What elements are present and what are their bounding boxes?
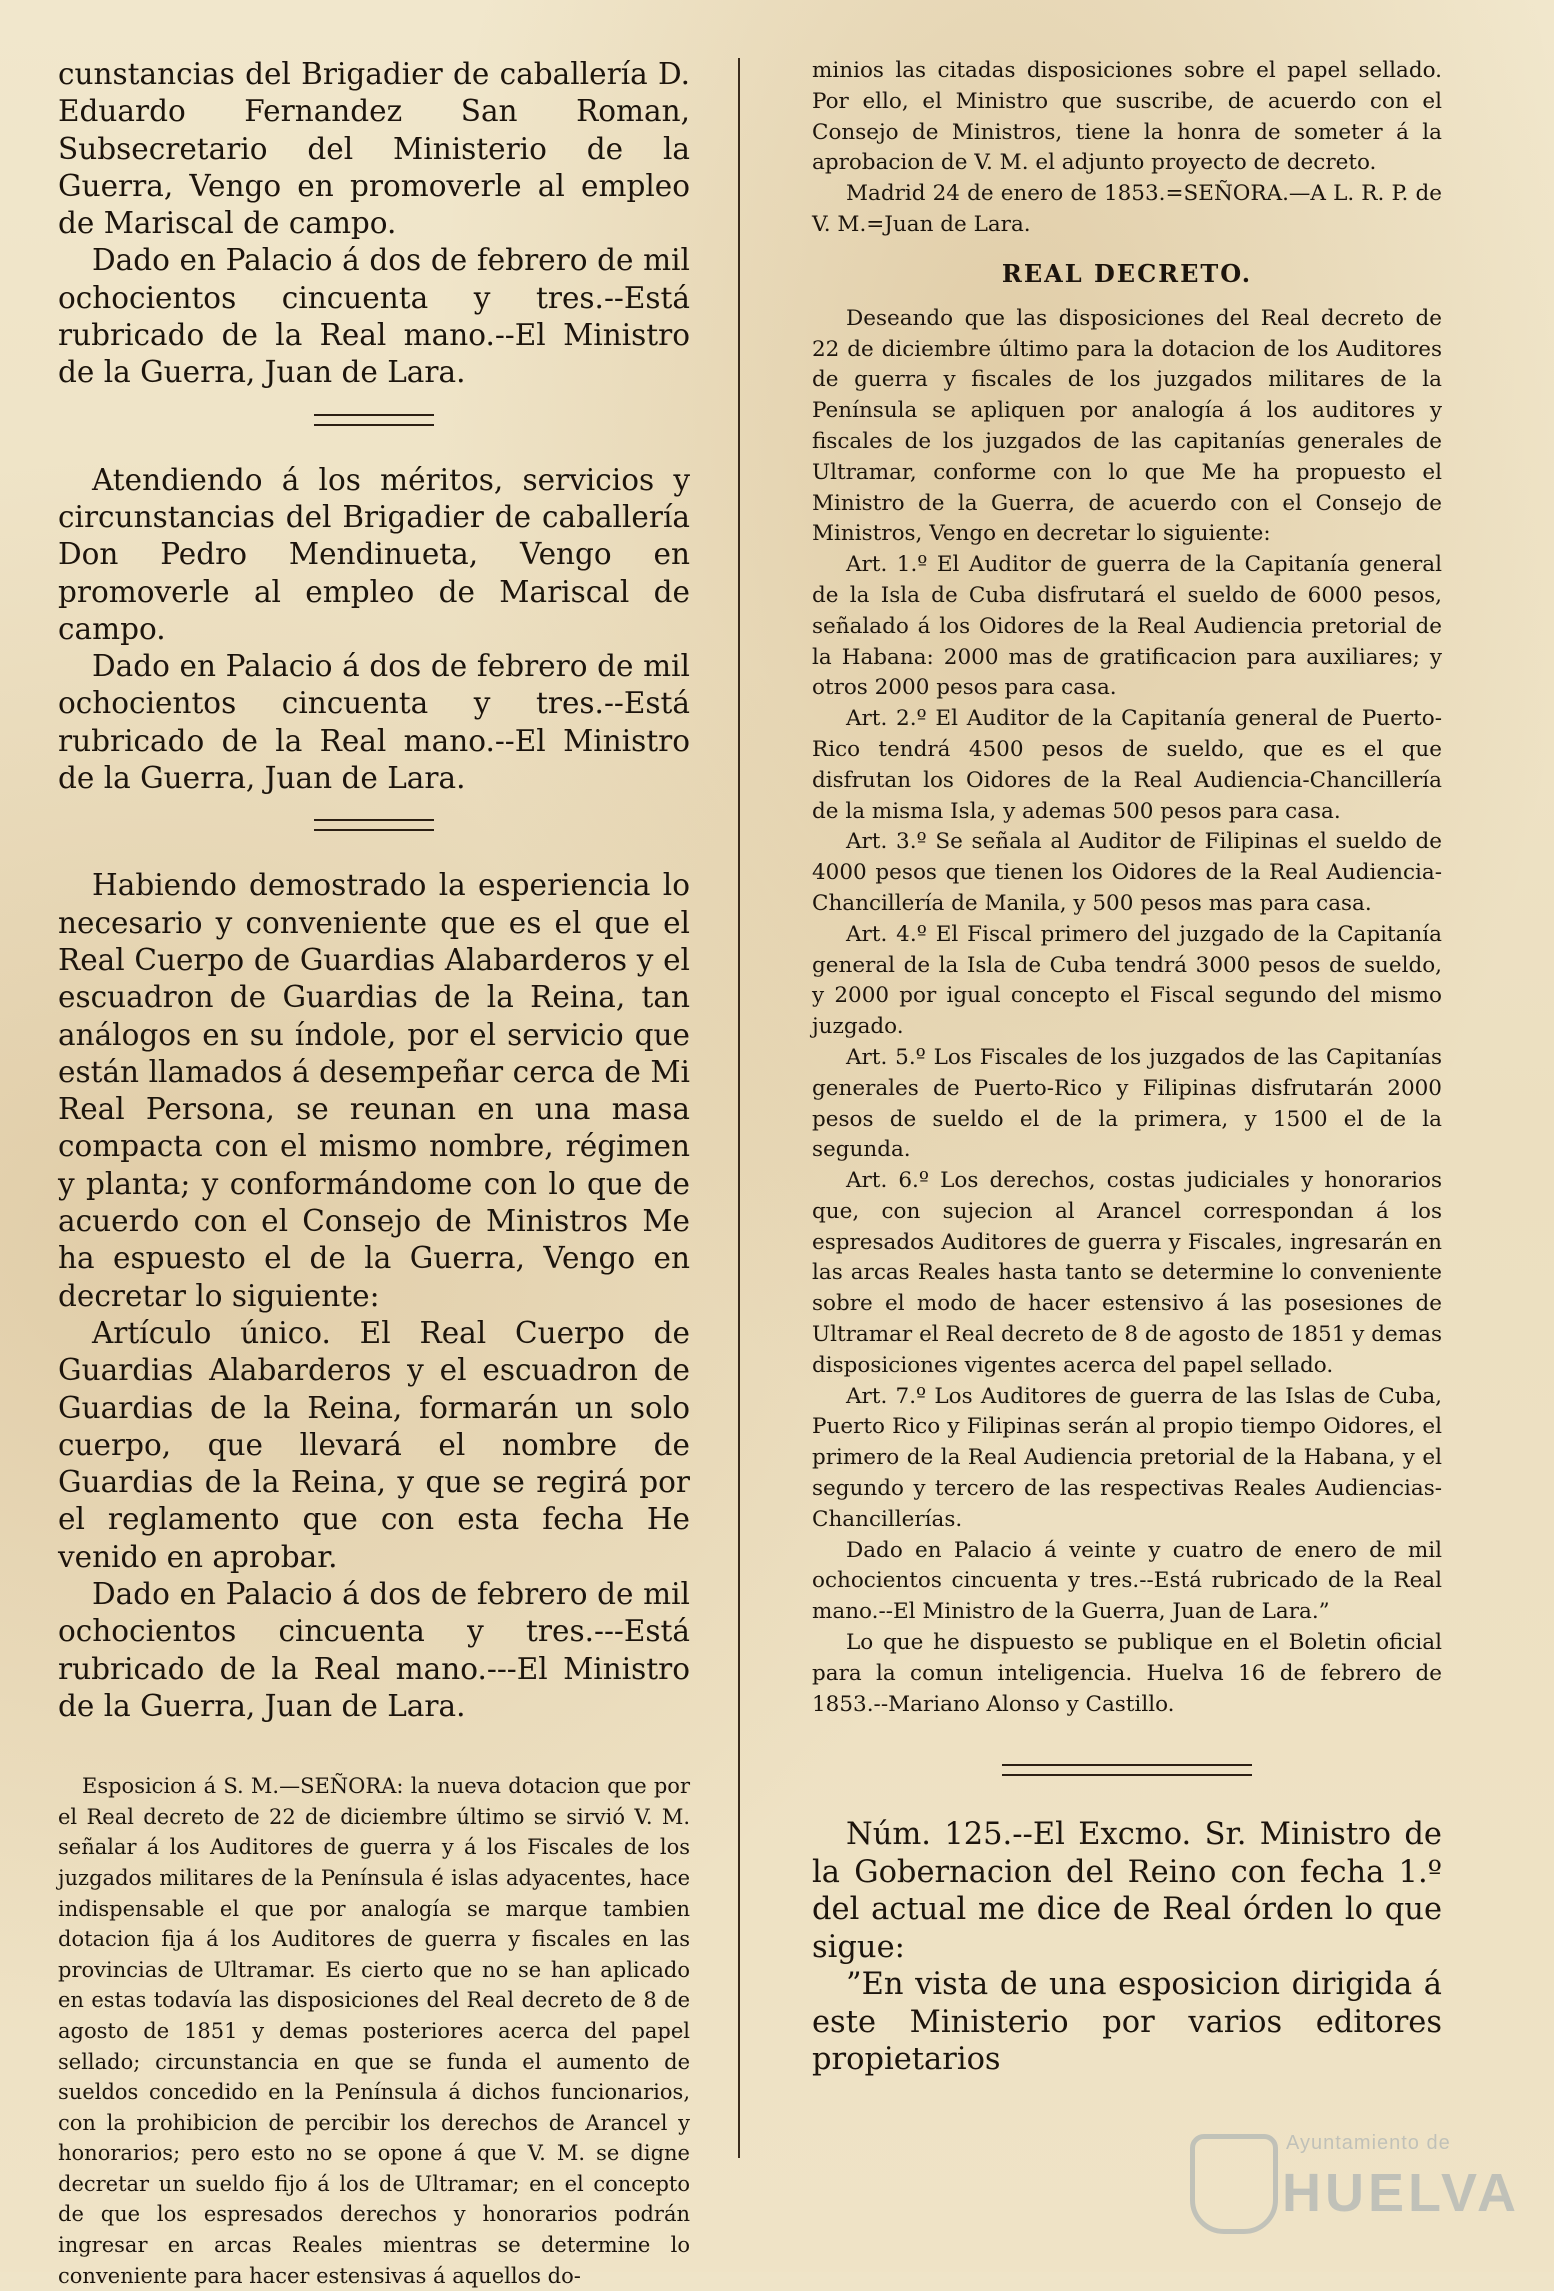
right-column — [812, 56, 1442, 2252]
decree-guardias — [58, 867, 690, 1725]
paragraph: Núm. 125.--El Excmo. Sr. Ministro de la Gobernacion del Reino con fecha 1.º del actual me dice de Real órden lo que sigue: — [812, 1817, 1442, 1965]
article: Art. 6.º Los derechos, costas judiciales y honorarios que, con sujecion al Arancel correspondan á los espresados Auditores de guerra y Fiscales, ingresarán en las arcas Reales hasta tanto se determine lo conveniente sobre el modo de hacer estensivo á las posesiones de Ultramar el Real decreto de 8 de agosto de 1851 y demas disposiciones vigentes acerca del papel sellado. — [812, 1168, 1442, 1378]
paragraph: minios las citadas disposiciones sobre el papel sellado. Por ello, el Ministro que suscribe, de acuerdo con el Consejo de Ministros, tiene la honra de someter á la aprobacion de V. M. el adjunto proyecto de decreto. — [812, 58, 1442, 176]
esposicion — [58, 1771, 690, 2291]
article: Art. 1.º El Auditor de guerra de la Capitanía general de la Isla de Cuba disfrutará el sueldo de 6000 pesos, señalado á los Oidores de la Real Audiencia pretorial de la Habana: 2000 mas de gratificacion para auxiliares; y otros 2000 pesos para casa. — [812, 552, 1442, 701]
paragraph: Dado en Palacio á veinte y cuatro de enero de mil ochocientos cincuenta y tres.--Está rubricado de la Real mano.--El Ministro de la Guerra, Juan de Lara.” — [812, 1537, 1442, 1625]
paragraph: Dado en Palacio á dos de febrero de mil ochocientos cincuenta y tres.--Está rubricado de la Real mano.--El Ministro de la Guerra, Juan de Lara. — [58, 649, 690, 796]
article: Art. 3.º Se señala al Auditor de Filipinas el sueldo de 4000 pesos que tienen los Oidores de la Real Audiencia-Chancillería de Manila, y 500 pesos mas para casa. — [812, 829, 1442, 916]
article: Art. 2.º El Auditor de la Capitanía general de Puerto-Rico tendrá 4500 pesos de sueldo, que es el que disfrutan los Oidores de la Real Audiencia-Chancillería de la misma Isla, y ademas 500 pesos para casa. — [812, 706, 1442, 824]
paragraph: Deseando que las disposiciones del Real decreto de 22 de diciembre último para la dotacion de los Auditores de guerra y fiscales de los juzgados militares de la Península se apliquen por analogía á los auditores y fiscales de los juzgados de las capitanías generales de Ultramar, conforme con lo que Me ha propuesto el Ministro de la Guerra, de acuerdo con el Consejo de Ministros, Vengo en decretar lo siguiente: — [812, 305, 1442, 547]
section-divider — [1002, 1764, 1252, 1776]
paragraph: Dado en Palacio á dos de febrero de mil ochocientos cincuenta y tres.---Está rubricado de la Real mano.---El Ministro de la Guerra, Juan de Lara. — [58, 1576, 690, 1723]
article: Art. 4.º El Fiscal primero del juzgado de la Capitanía general de la Isla de Cuba tendrá 3000 pesos de sueldo, y 2000 por igual concepto el Fiscal segundo del mismo juzgado. — [812, 921, 1442, 1040]
article: Art. 5.º Los Fiscales de los juzgados de las Capitanías generales de Puerto-Rico y Filipinas disfrutarán 2000 pesos de sueldo el de la primera, y 1500 el de la segunda. — [812, 1044, 1442, 1163]
decree-mariscal-1 — [58, 56, 690, 392]
paragraph: Esposicion á S. M.—SEÑORA: la nueva dotacion que por el Real decreto de 22 de diciembre último se sirvió V. M. señalar á los Auditores de guerra y á los Fiscales de los juzgados militares de la Península é islas adyacentes, hace indispensable el que por analogía se marque tambien dotacion fija á los Auditores de guerra y fiscales en las provincias de Ultramar. Es cierto que no se han aplicado en estas todavía las disposiciones del Real decreto de 8 de agosto de 1851 y demas posteriores acerca del papel sellado; circunstancia en que se funda el aumento de sueldos concedido en la Península á dichos funcionarios, con la prohibicion de percibir los derechos de Arancel y honorarios; pero esto no se opone á que V. M. se digne decretar un sueldo fijo á los de Ultramar; en el concepto de que los espresados derechos y honorarios podrán ingresar en arcas Reales mientras se determine lo conveniente para hacer estensivas á aquellos do- — [58, 1774, 690, 2288]
numbered-notice — [812, 1816, 1442, 2079]
paragraph: Artículo único. El Real Cuerpo de Guardias Alabarderos y el escuadron de Guardias de la Reina, formarán un solo cuerpo, que llevará el nombre de Guardias de la Reina, y que se regirá por el reglamento que con esta fecha He venido en aprobar. — [58, 1315, 690, 1574]
section-divider — [314, 819, 434, 831]
watermark-logo — [1190, 2126, 1520, 2236]
section-divider — [314, 414, 434, 426]
paragraph: cunstancias del Brigadier de caballería D. Eduardo Fernandez San Roman, Subsecretario del Ministerio de la Guerra, Vengo en promoverle al empleo de Mariscal de campo. — [58, 57, 690, 241]
paragraph: Dado en Palacio á dos de febrero de mil ochocientos cincuenta y tres.--Está rubricado de la Real mano.--El Ministro de la Guerra, Juan de Lara. — [58, 243, 690, 390]
real-decreto — [812, 304, 1442, 1721]
column-divider — [738, 58, 740, 2158]
paragraph: Habiendo demostrado la esperiencia lo necesario y conveniente que es el que el Real Cuerpo de Guardias Alabarderos y el escuadron de Guardias de la Reina, tan análogos en su índole, por el servicio que están llamados á desempeñar cerca de Mi Real Persona, se reunan en una masa compacta con el mismo nombre, régimen y planta; y conformándome con lo que de acuerdo con el Consejo de Ministros Me ha espuesto el de la Guerra, Vengo en decretar lo siguiente: — [58, 868, 690, 1313]
shield-icon — [1190, 2134, 1278, 2234]
paragraph: Atendiendo á los méritos, servicios y circunstancias del Brigadier de caballería Don Pedro Mendinueta, Vengo en promoverle al empleo de Mariscal de campo. — [58, 462, 690, 646]
watermark-subtitle: Ayuntamiento de — [1286, 2132, 1451, 2154]
watermark-name: HUELVA — [1282, 2163, 1520, 2223]
section-heading: REAL DECRETO. — [1001, 258, 1253, 288]
paragraph: Lo que he dispuesto se publique en el Boletin oficial para la comun inteligencia. Huelva 16 de febrero de 1853.--Mariano Alonso y Castillo. — [812, 1630, 1442, 1717]
paragraph: ”En vista de una esposicion dirigida á este Ministerio por varios editores propietarios — [812, 1967, 1442, 2078]
esposicion-continued — [812, 56, 1442, 241]
decree-mariscal-2 — [58, 462, 690, 798]
article: Art. 7.º Los Auditores de guerra de las Islas de Cuba, Puerto Rico y Filipinas serán al propio tiempo Oidores, el primero de la Real Audiencia pretorial de la Habana, y el segundo y tercero de las respectivas Reales Audiencias-Chancillerías. — [812, 1383, 1442, 1532]
paragraph: Madrid 24 de enero de 1853.=SEÑORA.—A L. R. P. de V. M.=Juan de Lara. — [812, 181, 1442, 237]
left-column — [58, 56, 690, 2288]
